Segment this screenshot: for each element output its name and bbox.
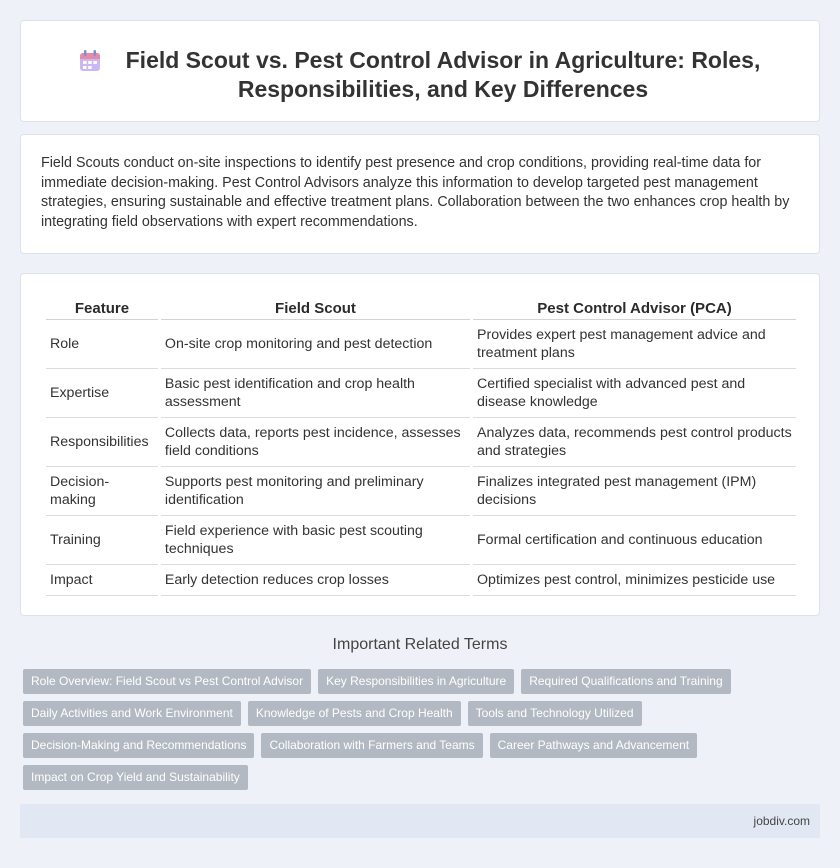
comparison-table <box>43 294 799 596</box>
related-term-tag[interactable]: Impact on Crop Yield and Sustainability <box>23 765 248 790</box>
related-term-tag[interactable]: Daily Activities and Work Environment <box>23 701 241 726</box>
field-scout-cell: Field experience with basic pest scouting techniques <box>161 516 470 565</box>
table-row <box>46 369 796 418</box>
feature-cell: Impact <box>46 565 158 596</box>
header-feature: Feature <box>46 294 158 320</box>
page-title: Field Scout vs. Pest Control Advisor in Agriculture: Roles, Responsibilities, and Key Differences <box>125 47 761 102</box>
pca-cell: Analyzes data, recommends pest control products and strategies <box>473 418 796 467</box>
related-term-tag[interactable]: Tools and Technology Utilized <box>468 701 642 726</box>
field-scout-cell: Supports pest monitoring and preliminary identification <box>161 467 470 516</box>
related-term-tag[interactable]: Key Responsibilities in Agriculture <box>318 669 514 694</box>
related-terms-heading: Important Related Terms <box>332 636 508 653</box>
table-row <box>46 516 796 565</box>
title-card <box>20 20 820 122</box>
table-row <box>46 467 796 516</box>
table-row <box>46 320 796 369</box>
field-scout-cell: Early detection reduces crop losses <box>161 565 470 596</box>
related-term-tag[interactable]: Knowledge of Pests and Crop Health <box>248 701 461 726</box>
pca-cell: Optimizes pest control, minimizes pesticide use <box>473 565 796 596</box>
pca-cell: Finalizes integrated pest management (IPM) decisions <box>473 467 796 516</box>
footer-site-link[interactable]: jobdiv.com <box>753 814 810 828</box>
summary-card <box>20 134 820 254</box>
pca-cell: Certified specialist with advanced pest and disease knowledge <box>473 369 796 418</box>
pca-cell: Formal certification and continuous education <box>473 516 796 565</box>
header-field-scout: Field Scout <box>161 294 470 320</box>
feature-cell: Decision-making <box>46 467 158 516</box>
table-row <box>46 565 796 596</box>
feature-cell: Expertise <box>46 369 158 418</box>
related-term-tag[interactable]: Decision-Making and Recommendations <box>23 733 254 758</box>
table-header-row <box>46 294 796 320</box>
related-term-tag[interactable]: Required Qualifications and Training <box>521 669 730 694</box>
related-term-tag[interactable]: Career Pathways and Advancement <box>490 733 697 758</box>
related-terms-list <box>23 669 783 797</box>
field-scout-cell: On-site crop monitoring and pest detection <box>161 320 470 369</box>
related-term-tag[interactable]: Role Overview: Field Scout vs Pest Control Advisor <box>23 669 311 694</box>
field-scout-cell: Collects data, reports pest incidence, assesses field conditions <box>161 418 470 467</box>
feature-cell: Responsibilities <box>46 418 158 467</box>
related-term-tag[interactable]: Collaboration with Farmers and Teams <box>261 733 482 758</box>
field-scout-cell: Basic pest identification and crop health assessment <box>161 369 470 418</box>
header-pca: Pest Control Advisor (PCA) <box>473 294 796 320</box>
pca-cell: Provides expert pest management advice and treatment plans <box>473 320 796 369</box>
footer <box>20 804 820 838</box>
table-row <box>46 418 796 467</box>
calendar-icon <box>77 48 103 74</box>
comparison-card <box>20 273 820 616</box>
feature-cell: Role <box>46 320 158 369</box>
summary-paragraph: Field Scouts conduct on-site inspections to identify pest presence and crop conditions, providing real-time data for immediate decision-making. Pest Control Advisors analyze this information to develop targeted pest management strategies, ensuring sustainable and effective treatment plans. Collaboration between the two enhances crop health by integrating field observations with expert recommendations. <box>41 155 790 230</box>
feature-cell: Training <box>46 516 158 565</box>
